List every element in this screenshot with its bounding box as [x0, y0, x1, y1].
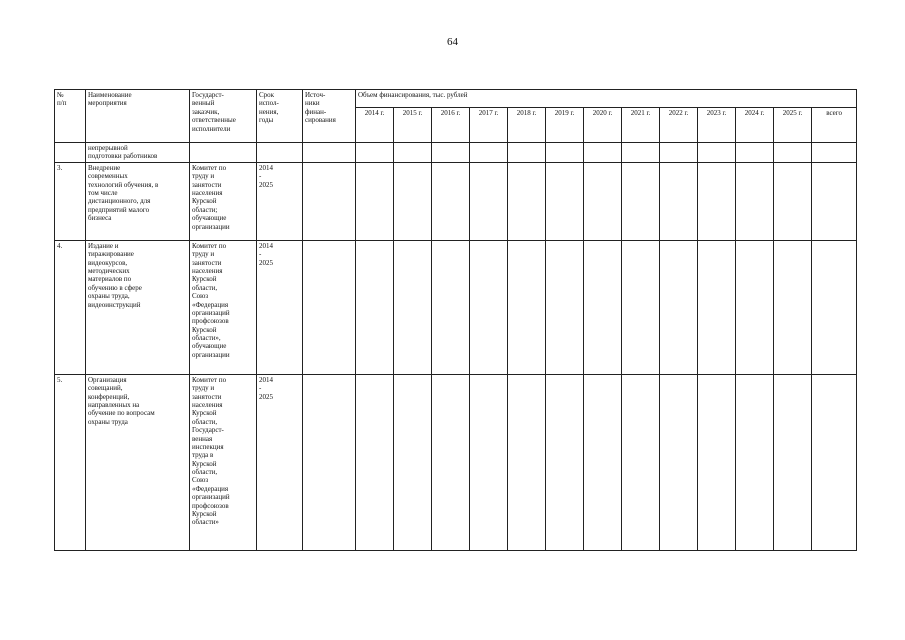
- row-year-cell: [660, 374, 698, 550]
- row-year-cell: [394, 374, 432, 550]
- row-customer: Комитет по труду и занятости населения Курской области, Государст- венная инспекция труда в Курской области, Союз «Федерация организаций профсоюзов Курской области»: [190, 374, 257, 550]
- row-year-cell: [698, 143, 736, 163]
- row-year-cell: [394, 240, 432, 374]
- header-year: 2015 г.: [394, 108, 432, 143]
- row-year-cell: [432, 143, 470, 163]
- row-year-cell: [470, 374, 508, 550]
- row-year-cell: [394, 143, 432, 163]
- header-year: 2025 г.: [774, 108, 812, 143]
- row-year-cell: [432, 162, 470, 240]
- header-year: 2022 г.: [660, 108, 698, 143]
- row-year-cell: [622, 143, 660, 163]
- row-year-cell: [584, 374, 622, 550]
- row-year-cell: [660, 240, 698, 374]
- header-num: № п/п: [55, 90, 86, 143]
- row-year-cell: [394, 162, 432, 240]
- table-row: [55, 374, 857, 550]
- row-term-end: 2025: [259, 258, 273, 267]
- row-year-cell: [584, 143, 622, 163]
- row-year-cell: [356, 374, 394, 550]
- row-source: [303, 240, 356, 374]
- header-source: Источ- ники финан- сирования: [303, 90, 356, 143]
- row-year-cell: [508, 143, 546, 163]
- header-year: всего: [812, 108, 857, 143]
- row-term: [257, 240, 303, 374]
- page-number: 64: [447, 36, 458, 48]
- row-year-cell: [546, 143, 584, 163]
- row-year-cell: [470, 240, 508, 374]
- row-year-cell: [470, 162, 508, 240]
- row-year-cell: [660, 143, 698, 163]
- row-name: Издание и тиражирование видеокурсов, методических материалов по обучению в сфере охраны труда, видеоинструкций: [86, 240, 190, 374]
- row-term-start: 2014: [259, 163, 273, 172]
- header-year: 2020 г.: [584, 108, 622, 143]
- row-term-end: 2025: [259, 180, 273, 189]
- row-year-cell: [698, 240, 736, 374]
- row-year-cell: [812, 162, 857, 240]
- row-year-cell: [812, 240, 857, 374]
- row-year-cell: [698, 162, 736, 240]
- row-year-cell: [698, 374, 736, 550]
- table-row: [55, 162, 857, 240]
- row-source: [303, 162, 356, 240]
- row-year-cell: [356, 240, 394, 374]
- row-term-dash: -: [259, 250, 262, 259]
- row-year-cell: [508, 162, 546, 240]
- row-number: [55, 143, 86, 163]
- row-term: [257, 162, 303, 240]
- row-year-cell: [622, 162, 660, 240]
- header-year: 2021 г.: [622, 108, 660, 143]
- row-term: [257, 374, 303, 550]
- header-year: 2023 г.: [698, 108, 736, 143]
- header-year: 2016 г.: [432, 108, 470, 143]
- row-year-cell: [508, 240, 546, 374]
- row-year-cell: [736, 374, 774, 550]
- header-year: 2017 г.: [470, 108, 508, 143]
- row-year-cell: [584, 162, 622, 240]
- funding-table: [54, 89, 857, 551]
- row-term-dash: -: [259, 172, 262, 181]
- row-year-cell: [660, 162, 698, 240]
- row-year-cell: [736, 162, 774, 240]
- row-number: 3.: [55, 162, 86, 240]
- row-name: Внедрение современных технологий обучения, в том числе дистанционного, для предприятий малого бизнеса: [86, 162, 190, 240]
- table-row: [55, 143, 857, 163]
- row-number: 5.: [55, 374, 86, 550]
- row-year-cell: [584, 240, 622, 374]
- row-term: [257, 143, 303, 163]
- row-term-start: 2014: [259, 375, 273, 384]
- row-year-cell: [546, 240, 584, 374]
- header-year: 2014 г.: [356, 108, 394, 143]
- row-term-end: 2025: [259, 392, 273, 401]
- row-name: непрерывной подготовки работников: [86, 143, 190, 163]
- row-year-cell: [622, 374, 660, 550]
- row-term-dash: -: [259, 384, 262, 393]
- row-year-cell: [622, 240, 660, 374]
- header-customer: Государст- венный заказчик, ответственные исполнители: [190, 90, 257, 143]
- row-year-cell: [774, 240, 812, 374]
- header-name: Наименование мероприятия: [86, 90, 190, 143]
- row-year-cell: [774, 162, 812, 240]
- header-term: Срок испол- нения, годы: [257, 90, 303, 143]
- header-year: 2024 г.: [736, 108, 774, 143]
- row-year-cell: [432, 240, 470, 374]
- row-customer: Комитет по труду и занятости населения Курской области, Союз «Федерация организаций профсоюзов Курской области», обучающие организации: [190, 240, 257, 374]
- row-customer: [190, 143, 257, 163]
- row-year-cell: [546, 162, 584, 240]
- row-year-cell: [774, 143, 812, 163]
- header-year: 2019 г.: [546, 108, 584, 143]
- header-year: 2018 г.: [508, 108, 546, 143]
- row-year-cell: [774, 374, 812, 550]
- row-year-cell: [508, 374, 546, 550]
- row-year-cell: [812, 374, 857, 550]
- row-source: [303, 374, 356, 550]
- row-year-cell: [812, 143, 857, 163]
- table-row: [55, 240, 857, 374]
- row-customer: Комитет по труду и занятости населения Курской области; обучающие организации: [190, 162, 257, 240]
- header-funding: Объем финансирования, тыс. рублей: [356, 90, 857, 108]
- row-term-start: 2014: [259, 241, 273, 250]
- row-number: 4.: [55, 240, 86, 374]
- row-year-cell: [432, 374, 470, 550]
- row-year-cell: [546, 374, 584, 550]
- row-year-cell: [736, 240, 774, 374]
- row-year-cell: [736, 143, 774, 163]
- row-name: Организация совещаний, конференций, направленных на обучение по вопросам охраны труда: [86, 374, 190, 550]
- row-year-cell: [356, 143, 394, 163]
- row-year-cell: [356, 162, 394, 240]
- row-year-cell: [470, 143, 508, 163]
- row-source: [303, 143, 356, 163]
